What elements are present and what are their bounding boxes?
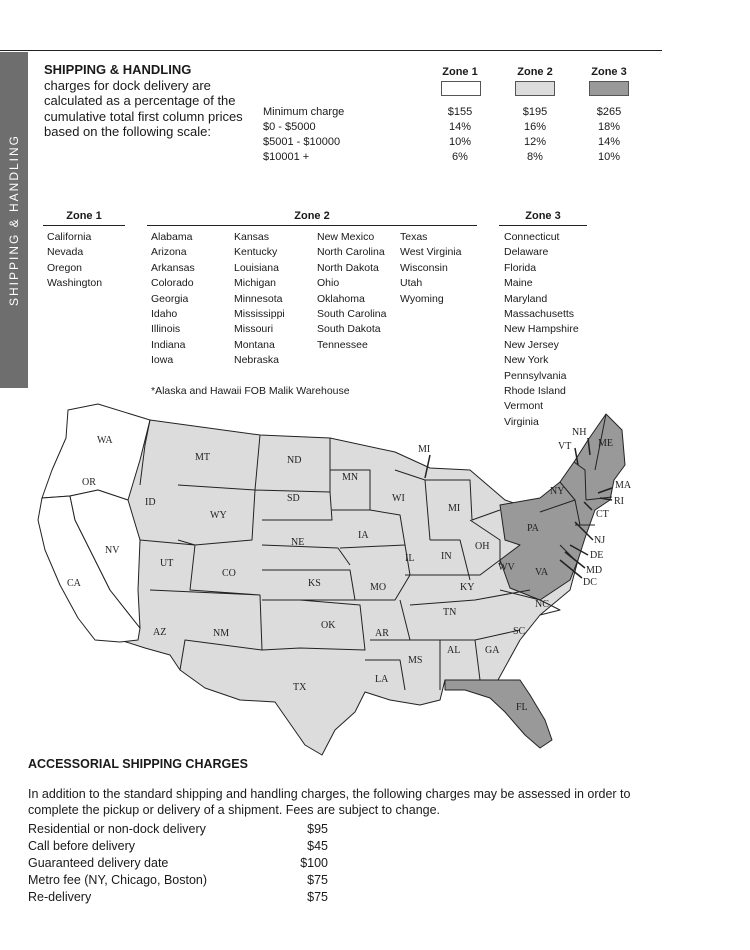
map-label: DC [583, 577, 597, 588]
rate-zone-1-header: Zone 1 [442, 66, 478, 78]
map-label: VT [558, 441, 572, 452]
map-label: KS [308, 578, 321, 589]
zone-2-list-header: Zone 2 [294, 210, 330, 222]
map-label: KY [460, 582, 475, 593]
state-item: Utah [400, 277, 423, 290]
map-label: MO [370, 582, 387, 593]
map-label: AZ [153, 627, 167, 638]
rate-cell: 14% [448, 121, 472, 133]
map-label: LA [375, 674, 389, 685]
map-label: AR [375, 628, 389, 639]
rate-cell: 12% [523, 136, 547, 148]
map-label: ID [145, 497, 156, 508]
fee-value: $75 [307, 890, 328, 904]
state-item: West Virginia [400, 246, 462, 259]
state-item: Wyoming [400, 292, 444, 305]
rate-cell: 8% [527, 151, 543, 163]
zone-3-swatch [589, 81, 629, 96]
rate-row-label: $0 - $5000 [263, 121, 316, 133]
map-label: TX [293, 682, 307, 693]
intro-block [44, 62, 244, 140]
state-item: Maine [504, 277, 533, 290]
state-item: Montana [234, 338, 275, 351]
rate-row-label: Minimum charge [263, 106, 345, 118]
map-label: WI [392, 493, 405, 504]
zone-2-states-col-2 [234, 230, 285, 369]
alaska-hawaii-note: *Alaska and Hawaii FOB Malik Warehouse [151, 385, 350, 397]
map-label: CT [596, 509, 609, 520]
state-item: Arizona [151, 246, 187, 259]
map-label: NV [105, 545, 120, 556]
rate-cell: 14% [597, 136, 621, 148]
fee-label: Guaranteed delivery date [28, 856, 169, 870]
map-label: IA [358, 530, 369, 541]
fee-value: $45 [307, 839, 328, 853]
rate-cell: 16% [523, 121, 547, 133]
state-item: Michigan [234, 277, 277, 290]
zone-2-states-col-4 [400, 230, 461, 307]
map-label: OH [475, 541, 490, 552]
map-label: PA [527, 523, 539, 534]
fee-label: Metro fee (NY, Chicago, Boston) [28, 873, 208, 887]
zone-1-swatch [441, 81, 481, 96]
state-item: New Jersey [504, 338, 559, 351]
fee-value: $75 [307, 873, 328, 887]
state-item: North Dakota [317, 261, 379, 274]
rate-cell: 6% [452, 151, 468, 163]
map-label: NY [550, 486, 565, 497]
zone-1-rule [43, 225, 125, 226]
state-item: Indiana [151, 338, 186, 351]
zone-2-swatch [515, 81, 555, 96]
state-item: Delaware [504, 246, 549, 259]
state-item: Tennessee [317, 338, 368, 351]
map-label: NE [291, 537, 305, 548]
map-label: MD [586, 565, 603, 576]
zone-2-rule [147, 225, 477, 226]
map-label: MI [448, 503, 461, 514]
rate-cell: $155 [447, 106, 473, 118]
fee-label: Call before delivery [28, 839, 135, 853]
rate-cell: 18% [597, 121, 621, 133]
map-label: ME [598, 438, 613, 449]
map-label: WY [210, 510, 227, 521]
state-item: Kentucky [234, 246, 278, 259]
map-label: RI [614, 496, 624, 507]
state-item: North Carolina [317, 246, 385, 259]
map-label: OK [321, 620, 336, 631]
map-label: MT [195, 452, 210, 463]
state-item: Texas [400, 231, 428, 243]
zone-1-states [47, 230, 102, 292]
fee-label: Residential or non-dock delivery [28, 822, 206, 836]
state-item: Connecticut [504, 231, 560, 243]
intro-heading: SHIPPING & HANDLING [44, 62, 192, 77]
zone-2-states-col-3 [317, 230, 386, 353]
map-label: NJ [594, 535, 606, 546]
state-item: Florida [504, 261, 537, 274]
rate-cell: $195 [522, 106, 548, 118]
state-item: Ohio [317, 277, 340, 290]
state-item: Missouri [234, 323, 274, 336]
state-item: Idaho [151, 308, 178, 321]
state-item: New York [504, 354, 549, 367]
map-label: CO [222, 568, 236, 579]
state-item: Colorado [151, 277, 194, 290]
map-label: SC [513, 626, 526, 637]
state-item: Nevada [47, 246, 84, 259]
map-label: MS [408, 655, 423, 666]
map-label: WA [97, 435, 113, 446]
fee-label: Re-delivery [28, 890, 92, 904]
map-label: VA [535, 567, 549, 578]
rate-cell: 10% [597, 151, 621, 163]
state-item: Rhode Island [504, 385, 566, 398]
map-label: CA [67, 578, 81, 589]
zone-3-region [445, 680, 552, 748]
state-item: South Dakota [317, 323, 381, 336]
state-item: Oregon [47, 261, 83, 274]
map-label: IN [441, 551, 452, 562]
map-label: NH [572, 427, 587, 438]
state-item: Washington [47, 277, 103, 290]
state-item: Kansas [234, 231, 270, 243]
top-rule [0, 50, 662, 51]
map-label: GA [485, 645, 500, 656]
state-item: Illinois [151, 323, 181, 336]
rate-row-label: $10001 + [263, 151, 310, 163]
fee-value: $100 [300, 856, 328, 870]
state-item: Mississippi [234, 308, 285, 321]
zone-3-rule [499, 225, 587, 226]
map-label: OR [82, 477, 96, 488]
map-label: TN [443, 607, 457, 618]
map-label: DE [590, 550, 604, 561]
state-item: Georgia [151, 292, 189, 305]
map-label: AL [447, 645, 461, 656]
state-item: Arkansas [151, 261, 195, 274]
state-item: Vermont [504, 400, 544, 413]
rate-zone-2-header: Zone 2 [517, 66, 553, 78]
intro-text: charges for dock delivery are calculated as a percentage of the cumulative total first column prices based on the following scale: [44, 77, 243, 139]
map-label: FL [516, 702, 528, 713]
side-tab [0, 52, 28, 388]
state-item: Wisconsin [400, 261, 448, 274]
accessorial-intro: In addition to the standard shipping and handling charges, the following charges may be assessed in order to complete the pickup or delivery of a shipment. Fees are subject to change. [28, 787, 631, 817]
state-item: Nebraska [234, 354, 279, 367]
map-label: ND [287, 455, 302, 466]
zone-2-states-col-1 [151, 230, 195, 369]
zone-1-list-header: Zone 1 [66, 210, 102, 222]
state-item: Louisiana [234, 261, 279, 274]
state-item: Virginia [504, 415, 539, 428]
state-item: South Carolina [317, 308, 387, 321]
map-label: MN [342, 472, 359, 483]
rate-cell: 10% [448, 136, 472, 148]
state-item: California [47, 231, 92, 243]
map-label: MI [418, 444, 431, 455]
state-item: Minnesota [234, 292, 283, 305]
fee-value: $95 [307, 822, 328, 836]
rate-cell: $265 [596, 106, 622, 118]
map-label: MA [615, 480, 632, 491]
map-label: SD [287, 493, 300, 504]
zone-3-list-header: Zone 3 [525, 210, 561, 222]
map-label: WV [498, 562, 515, 573]
state-item: Massachusetts [504, 308, 575, 321]
state-item: Iowa [151, 354, 174, 367]
map-label: IL [405, 553, 415, 564]
rate-row-label: $5001 - $10000 [263, 136, 341, 148]
side-tab-label: SHIPPING & HANDLING [7, 133, 21, 307]
state-item: Alabama [151, 231, 193, 243]
rate-zone-3-header: Zone 3 [591, 66, 627, 78]
state-item: Pennsylvania [504, 369, 567, 382]
map-label: NM [213, 628, 230, 639]
map-label: NC [535, 599, 549, 610]
map-label: UT [160, 558, 174, 569]
accessorial-title: ACCESSORIAL SHIPPING CHARGES [28, 757, 248, 771]
state-item: Maryland [504, 292, 548, 305]
zone-map [30, 400, 650, 760]
state-item: New Mexico [317, 231, 375, 243]
state-item: New Hampshire [504, 323, 579, 336]
state-item: Oklahoma [317, 292, 365, 305]
